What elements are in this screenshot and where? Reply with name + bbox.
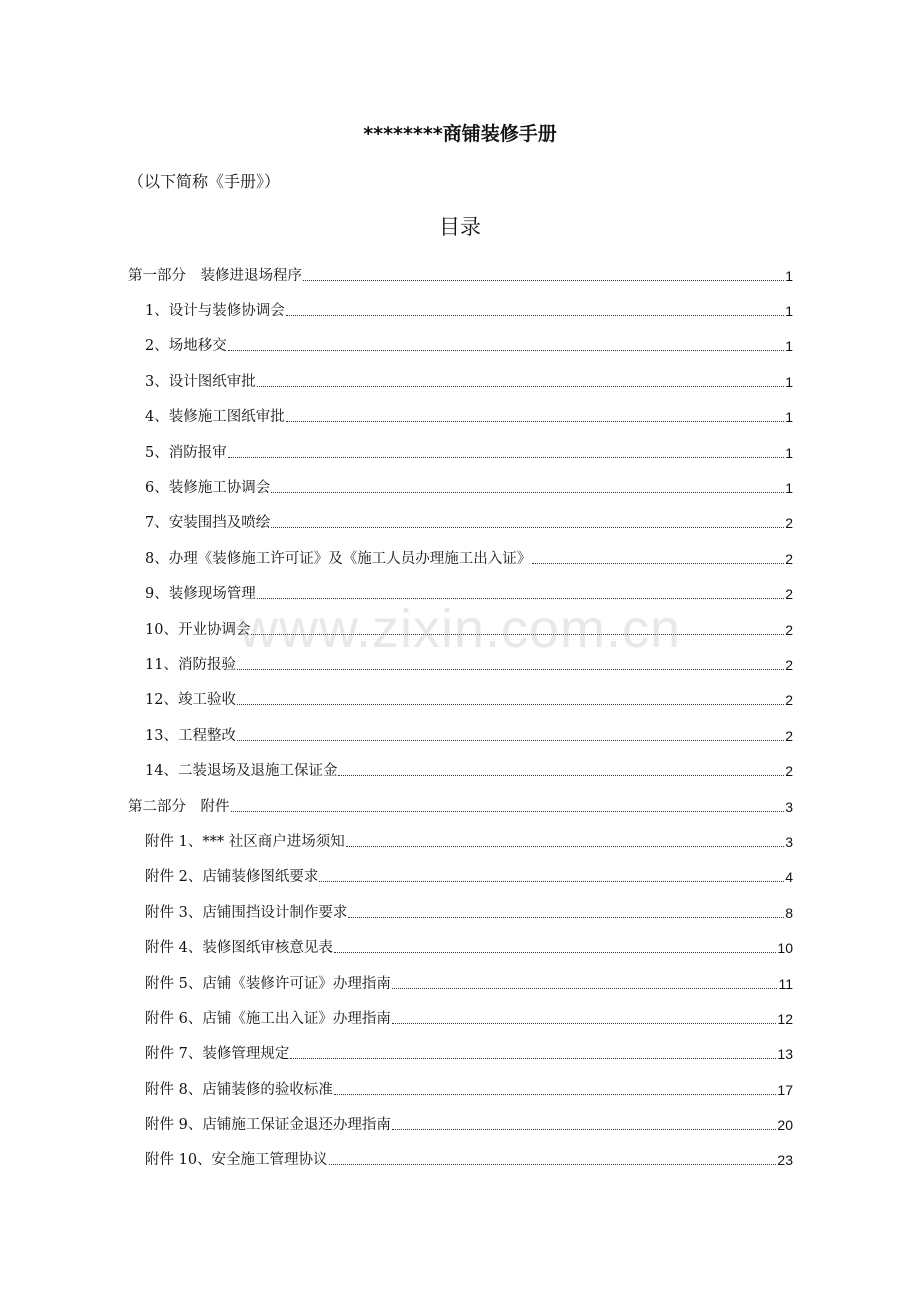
toc-entry[interactable] bbox=[0, 647, 920, 682]
toc-entry-label: 附件 8、店铺装修的验收标准 bbox=[145, 1081, 333, 1098]
toc-entry[interactable] bbox=[0, 930, 920, 965]
toc-entry-label: 4、装修施工图纸审批 bbox=[145, 409, 285, 426]
toc-entry-page-number: 13 bbox=[777, 1046, 793, 1063]
toc-entry-label: 12、竣工验收 bbox=[145, 692, 236, 709]
toc-entry[interactable] bbox=[0, 470, 920, 505]
toc-entry-label: 附件 3、店铺围挡设计制作要求 bbox=[145, 904, 348, 921]
toc-entry-page-number: 1 bbox=[785, 267, 793, 284]
toc-entry-page-number: 1 bbox=[785, 373, 793, 390]
toc-entry-page-number: 11 bbox=[778, 975, 793, 992]
toc-dot-leader bbox=[392, 974, 778, 994]
toc-entry-page-number: 2 bbox=[785, 656, 793, 673]
toc-entry-label: 附件 5、店铺《装修许可证》办理指南 bbox=[145, 975, 391, 992]
toc-entry[interactable] bbox=[0, 824, 920, 859]
toc-entry-page-number: 2 bbox=[785, 586, 793, 603]
table-of-contents bbox=[0, 258, 920, 1178]
toc-entry[interactable] bbox=[0, 1001, 920, 1036]
toc-entry-page-number: 12 bbox=[777, 1010, 793, 1027]
toc-entry[interactable] bbox=[0, 789, 920, 824]
toc-dot-leader bbox=[334, 938, 777, 958]
toc-dot-leader bbox=[334, 1080, 777, 1100]
toc-dot-leader bbox=[257, 372, 784, 392]
toc-entry-label: 第一部分 装修进退场程序 bbox=[128, 267, 302, 284]
toc-entry-label: 11、消防报验 bbox=[145, 656, 236, 673]
toc-dot-leader bbox=[348, 903, 784, 923]
toc-entry[interactable] bbox=[0, 718, 920, 753]
toc-entry-label: 附件 10、安全施工管理协议 bbox=[145, 1152, 328, 1169]
toc-entry-label: 第二部分 附件 bbox=[128, 798, 230, 815]
toc-entry-label: 10、开业协调会 bbox=[145, 621, 251, 638]
toc-dot-leader bbox=[392, 1009, 777, 1029]
toc-entry-page-number: 2 bbox=[785, 515, 793, 532]
watermark: www.zixin.com.cn bbox=[238, 599, 682, 659]
toc-dot-leader bbox=[532, 549, 784, 569]
toc-entry-page-number: 3 bbox=[785, 833, 793, 850]
toc-entry[interactable] bbox=[0, 683, 920, 718]
toc-entry-label: 1、设计与装修协调会 bbox=[145, 303, 285, 320]
toc-dot-leader bbox=[237, 726, 784, 746]
toc-entry-label: 9、装修现场管理 bbox=[145, 586, 256, 603]
toc-dot-leader bbox=[231, 797, 785, 817]
toc-dot-leader bbox=[237, 655, 784, 675]
toc-entry[interactable] bbox=[0, 1072, 920, 1107]
toc-entry-page-number: 20 bbox=[777, 1117, 793, 1134]
toc-entry[interactable] bbox=[0, 541, 920, 576]
toc-dot-leader bbox=[303, 266, 784, 286]
toc-heading: 目录 bbox=[439, 215, 481, 239]
toc-entry-page-number: 2 bbox=[785, 727, 793, 744]
toc-entry[interactable] bbox=[0, 895, 920, 930]
toc-entry-label: 附件 6、店铺《施工出入证》办理指南 bbox=[145, 1010, 391, 1027]
toc-entry-page-number: 2 bbox=[785, 763, 793, 780]
toc-entry-label: 5、消防报审 bbox=[145, 444, 227, 461]
toc-entry-label: 3、设计图纸审批 bbox=[145, 373, 256, 390]
toc-dot-leader bbox=[392, 1115, 777, 1135]
toc-entry[interactable] bbox=[0, 329, 920, 364]
toc-entry-label: 8、办理《装修施工许可证》及《施工人员办理施工出入证》 bbox=[145, 550, 532, 567]
toc-entry[interactable] bbox=[0, 1037, 920, 1072]
toc-dot-leader bbox=[346, 832, 785, 852]
toc-entry-label: 附件 7、装修管理规定 bbox=[145, 1046, 290, 1063]
toc-entry[interactable] bbox=[0, 435, 920, 470]
toc-dot-leader bbox=[251, 620, 784, 640]
toc-entry-page-number: 2 bbox=[785, 550, 793, 567]
toc-entry-page-number: 2 bbox=[785, 692, 793, 709]
toc-entry[interactable] bbox=[0, 1107, 920, 1142]
toc-entry-page-number: 2 bbox=[785, 621, 793, 638]
toc-entry-page-number: 17 bbox=[777, 1081, 793, 1098]
toc-entry-label: 附件 1、*** 社区商户进场须知 bbox=[145, 833, 345, 850]
toc-dot-leader bbox=[319, 867, 784, 887]
toc-entry[interactable] bbox=[0, 506, 920, 541]
toc-entry-page-number: 23 bbox=[777, 1152, 793, 1169]
toc-entry-label: 附件 2、店铺装修图纸要求 bbox=[145, 869, 319, 886]
toc-entry-page-number: 1 bbox=[785, 303, 793, 320]
toc-dot-leader bbox=[271, 513, 784, 533]
toc-dot-leader bbox=[228, 336, 784, 356]
toc-dot-leader bbox=[237, 690, 784, 710]
toc-dot-leader bbox=[338, 761, 784, 781]
toc-entry-page-number: 1 bbox=[785, 444, 793, 461]
toc-entry[interactable] bbox=[0, 258, 920, 293]
toc-dot-leader bbox=[286, 301, 784, 321]
document-subtitle: （以下简称《手册》） bbox=[128, 172, 281, 191]
toc-entry-label: 14、二装退场及退施工保证金 bbox=[145, 763, 338, 780]
toc-entry-label: 13、工程整改 bbox=[145, 727, 236, 744]
toc-entry-label: 6、装修施工协调会 bbox=[145, 480, 271, 497]
toc-entry-label: 附件 9、店铺施工保证金退还办理指南 bbox=[145, 1117, 391, 1134]
document-title: ********商铺装修手册 bbox=[363, 123, 557, 145]
toc-entry-page-number: 10 bbox=[777, 940, 793, 957]
toc-entry[interactable] bbox=[0, 400, 920, 435]
toc-dot-leader bbox=[290, 1044, 776, 1064]
toc-dot-leader bbox=[329, 1150, 777, 1170]
toc-entry[interactable] bbox=[0, 860, 920, 895]
toc-entry[interactable] bbox=[0, 966, 920, 1001]
toc-entry-page-number: 1 bbox=[785, 338, 793, 355]
toc-entry-page-number: 1 bbox=[785, 409, 793, 426]
toc-entry-page-number: 8 bbox=[785, 904, 793, 921]
toc-dot-leader bbox=[228, 443, 784, 463]
toc-entry[interactable] bbox=[0, 577, 920, 612]
toc-entry-page-number: 4 bbox=[785, 869, 793, 886]
toc-entry[interactable] bbox=[0, 364, 920, 399]
toc-entry-page-number: 3 bbox=[785, 798, 793, 815]
toc-entry[interactable] bbox=[0, 1143, 920, 1178]
toc-entry-label: 2、场地移交 bbox=[145, 338, 227, 355]
toc-entry-label: 附件 4、装修图纸审核意见表 bbox=[145, 940, 333, 957]
toc-entry[interactable] bbox=[0, 293, 920, 328]
toc-entry-page-number: 1 bbox=[785, 480, 793, 497]
toc-entry-label: 7、安装围挡及喷绘 bbox=[145, 515, 271, 532]
toc-dot-leader bbox=[257, 584, 784, 604]
toc-entry[interactable] bbox=[0, 753, 920, 788]
toc-dot-leader bbox=[286, 407, 784, 427]
toc-entry[interactable] bbox=[0, 612, 920, 647]
toc-dot-leader bbox=[271, 478, 784, 498]
